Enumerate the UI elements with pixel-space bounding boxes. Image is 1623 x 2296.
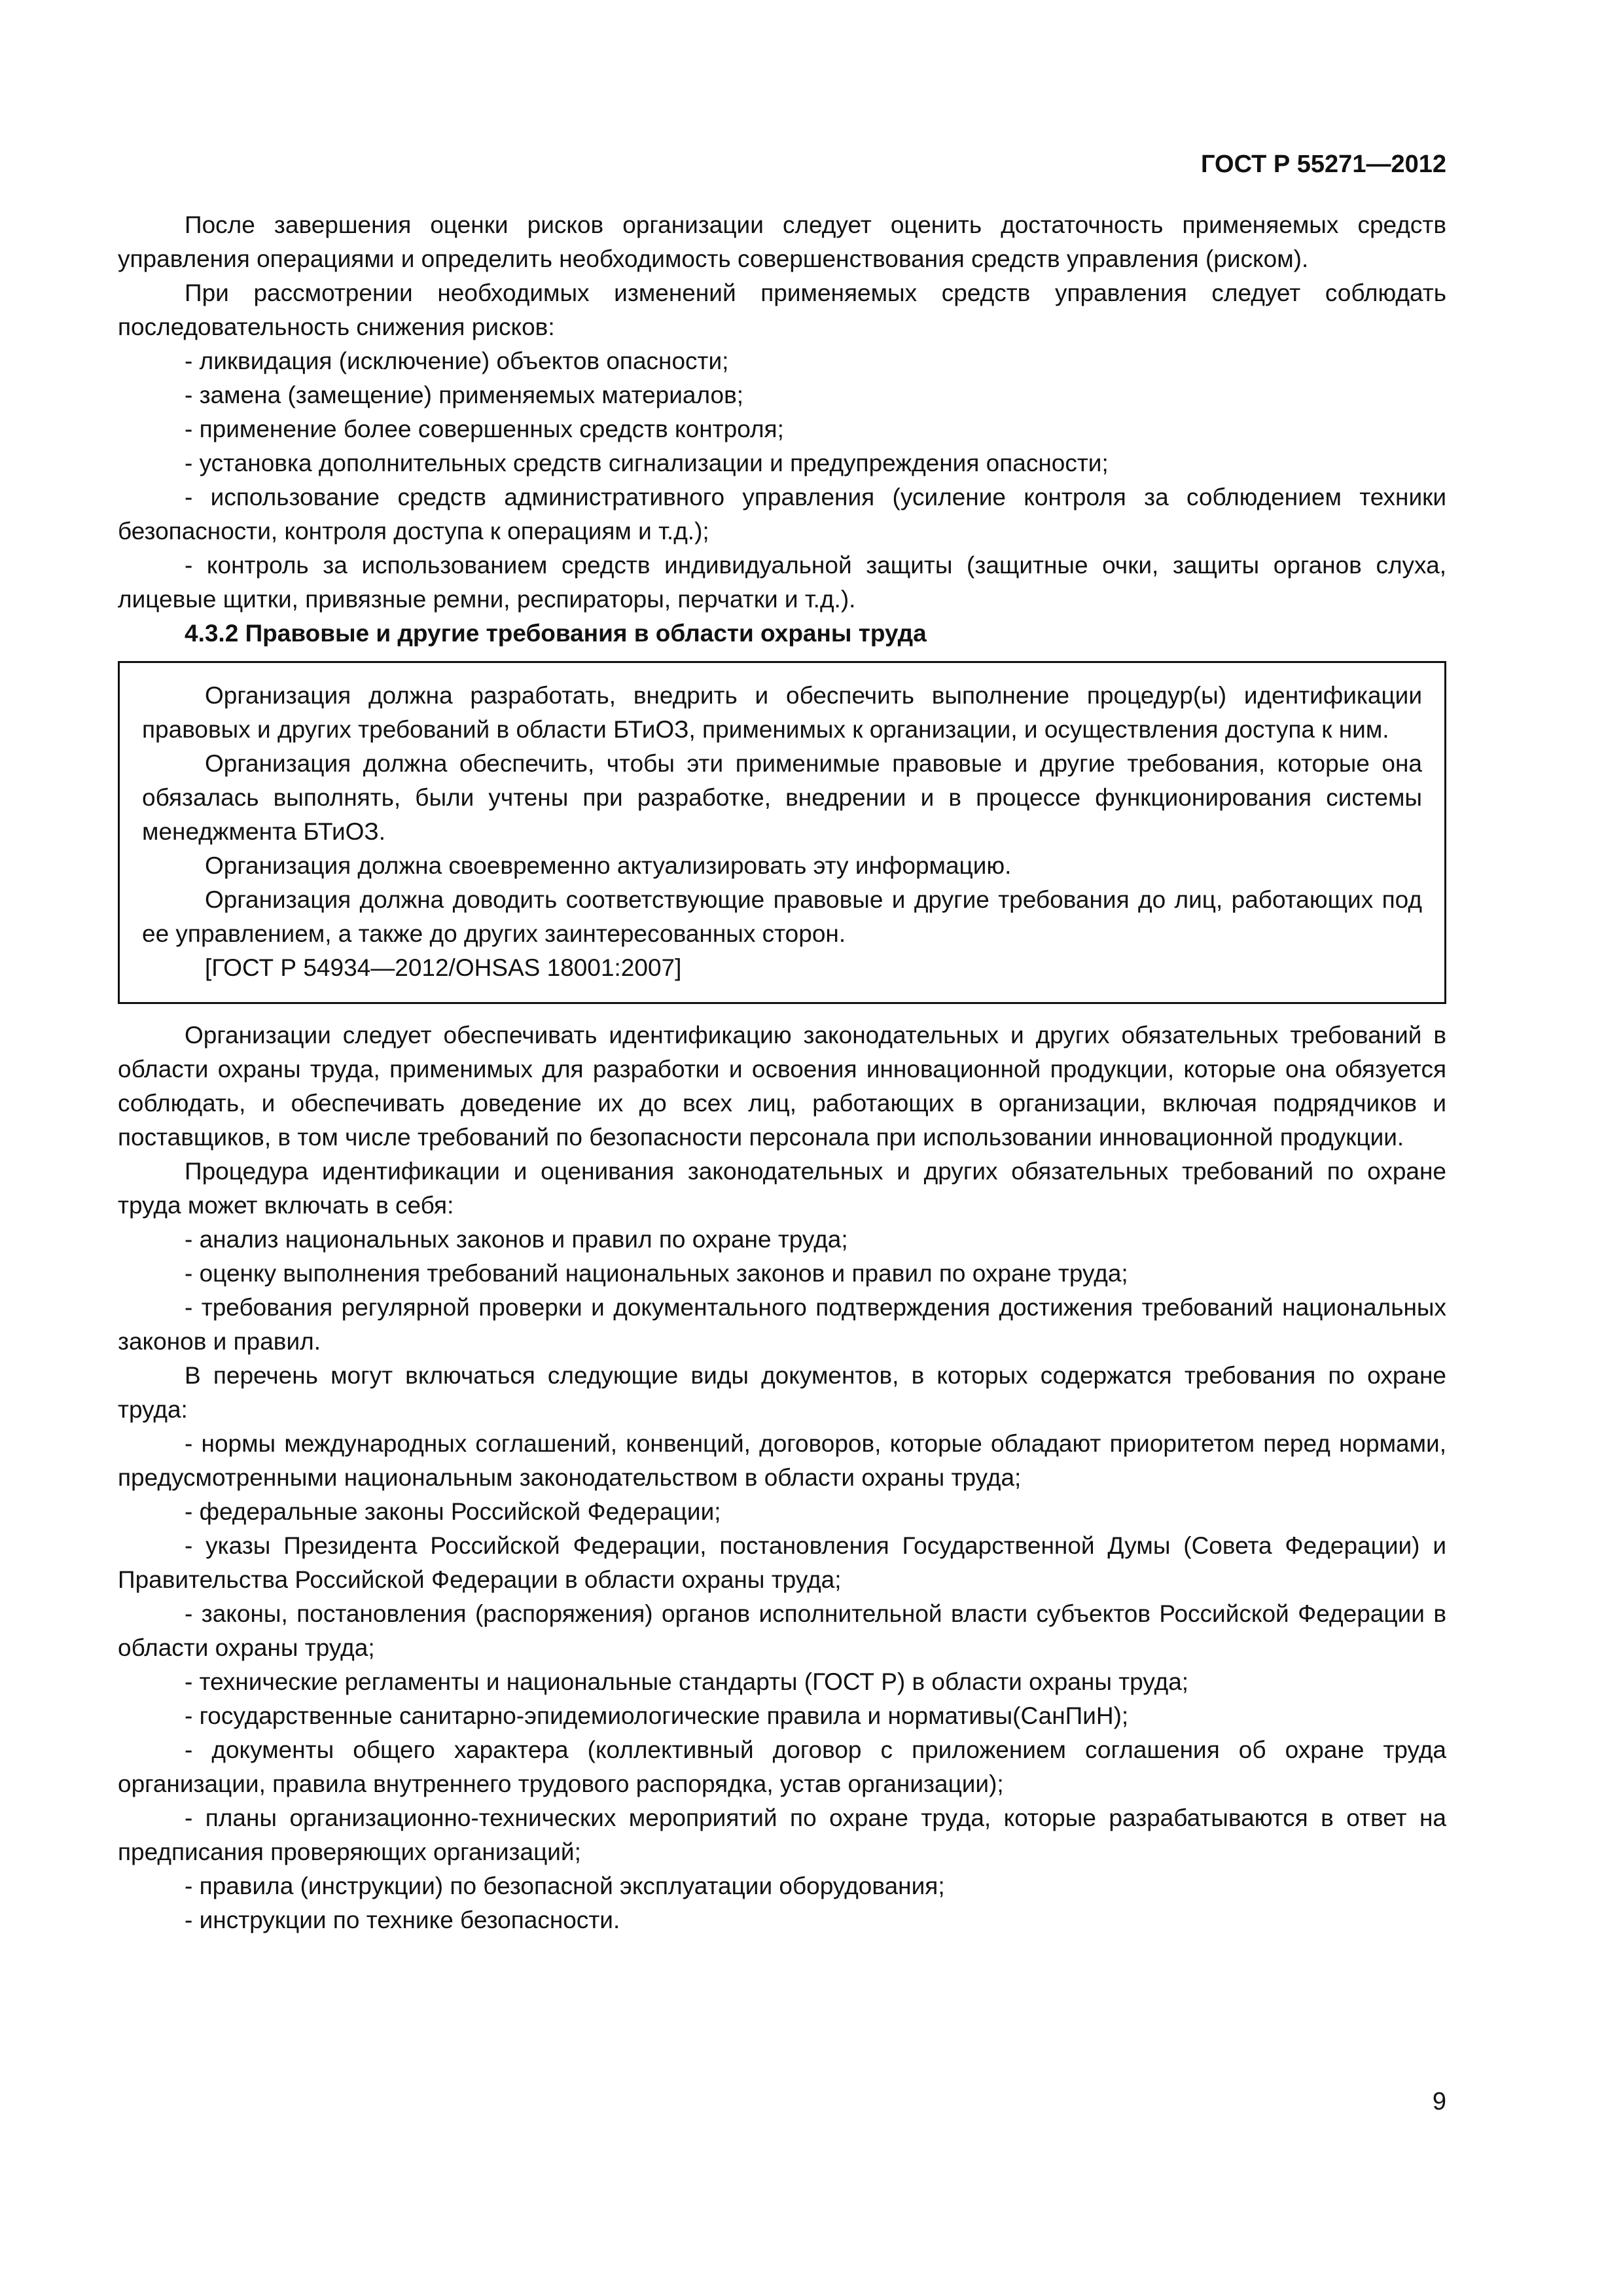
quote-reference: [ГОСТ Р 54934—2012/OHSAS 18001:2007] bbox=[205, 954, 682, 981]
documents-list-item-1: - нормы международных соглашений, конвенций, договоров, которые обладают приоритетом перед нормами, предусмотренными национальным законодательством в области охраны труда; bbox=[118, 1430, 1446, 1491]
page-number: 9 bbox=[1432, 2088, 1446, 2115]
page-content bbox=[118, 208, 1446, 1937]
documents-list-item-5: - технические регламенты и национальные стандарты (ГОСТ Р) в области охраны труда; bbox=[185, 1668, 1189, 1695]
risk-list-item-6: - контроль за использованием средств индивидуальной защиты (защитные очки, защиты органов слуха, лицевые щитки, привязные ремни, респираторы, перчатки и т.д.). bbox=[118, 552, 1446, 613]
intro-paragraph-1: После завершения оценки рисков организации следует оценить достаточность применяемых средств управления операциями и определить необходимость совершенствования средств управления (риском). bbox=[118, 211, 1446, 272]
risk-list-item-2: - замена (замещение) применяемых материалов; bbox=[185, 382, 744, 408]
procedure-list-item-2: - оценку выполнения требований национальных законов и правил по охране труда; bbox=[185, 1260, 1128, 1287]
procedure-list-item-3: - требования регулярной проверки и документального подтверждения достижения требований национальных законов и правил. bbox=[118, 1294, 1446, 1355]
documents-list-item-10: - инструкции по технике безопасности. bbox=[185, 1907, 620, 1933]
documents-list-item-9: - правила (инструкции) по безопасной эксплуатации оборудования; bbox=[185, 1873, 945, 1899]
section-number: 4.3.2 bbox=[185, 620, 239, 647]
standard-header: ГОСТ Р 55271—2012 bbox=[1201, 151, 1446, 178]
documents-list-item-8: - планы организационно-технических мероприятий по охране труда, которые разрабатываются в ответ на предписания проверяющих организаций; bbox=[118, 1804, 1446, 1865]
standard-quote-box bbox=[118, 661, 1446, 1004]
procedure-list-item-1: - анализ национальных законов и правил по охране труда; bbox=[185, 1226, 848, 1253]
risk-list-item-1: - ликвидация (исключение) объектов опасности; bbox=[185, 348, 729, 374]
quote-paragraph-1: Организация должна разработать, внедрить и обеспечить выполнение процедур(ы) идентификации правовых и других требований в области БТиОЗ, применимых к организации, и осуществления доступа к ним. bbox=[142, 682, 1422, 743]
documents-list-item-6: - государственные санитарно-эпидемиологические правила и нормативы(СанПиН); bbox=[185, 1702, 1129, 1729]
identification-paragraph: Организации следует обеспечивать идентификацию законодательных и других обязательных требований в области охраны труда, применимых для разработки и освоения инновационной продукции, которые она обязуется соблюдать, и обеспечивать доведение их до всех лиц, работающих в организации, включая подрядчиков и поставщиков, в том числе требований по безопасности персонала при использовании инновационной продукции. bbox=[118, 1022, 1446, 1151]
quote-paragraph-3: Организация должна своевременно актуализировать эту информацию. bbox=[205, 852, 1012, 879]
documents-list-item-4: - законы, постановления (распоряжения) органов исполнительной власти субъектов Российской Федерации в области охраны труда; bbox=[118, 1600, 1446, 1661]
quote-paragraph-2: Организация должна обеспечить, чтобы эти применимые правовые и другие требования, которые она обязалась выполнять, были учтены при разработке, внедрении и в процессе функционирования системы менеджмента БТиОЗ. bbox=[142, 750, 1422, 845]
quote-paragraph-4: Организация должна доводить соответствующие правовые и другие требования до лиц, работающих под ее управлением, а также до других заинтересованных сторон. bbox=[142, 886, 1422, 947]
documents-list-item-3: - указы Президента Российской Федерации, постановления Государственной Думы (Совета Федерации) и Правительства Российской Федерации в области охраны труда; bbox=[118, 1532, 1446, 1593]
procedure-intro: Процедура идентификации и оценивания законодательных и других обязательных требований по охране труда может включать в себя: bbox=[118, 1158, 1446, 1219]
risk-list-item-3: - применение более совершенных средств контроля; bbox=[185, 416, 784, 442]
intro-paragraph-2: При рассмотрении необходимых изменений применяемых средств управления следует соблюдать последовательность снижения рисков: bbox=[118, 279, 1446, 340]
risk-list-item-5: - использование средств административного управления (усиление контроля за соблюдением техники безопасности, контроля доступа к операциям и т.д.); bbox=[118, 484, 1446, 545]
section-title: Правовые и другие требования в области охраны труда bbox=[245, 620, 927, 647]
documents-list-item-7: - документы общего характера (коллективный договор с приложением соглашения об охране труда организации, правила внутреннего трудового распорядка, устав организации); bbox=[118, 1736, 1446, 1797]
document-page bbox=[118, 0, 1446, 2296]
documents-list-item-2: - федеральные законы Российской Федерации; bbox=[185, 1498, 721, 1525]
documents-intro: В перечень могут включаться следующие виды документов, в которых содержатся требования по охране труда: bbox=[118, 1362, 1446, 1423]
section-heading bbox=[118, 617, 1446, 651]
risk-list-item-4: - установка дополнительных средств сигнализации и предупреждения опасности; bbox=[185, 450, 1109, 476]
